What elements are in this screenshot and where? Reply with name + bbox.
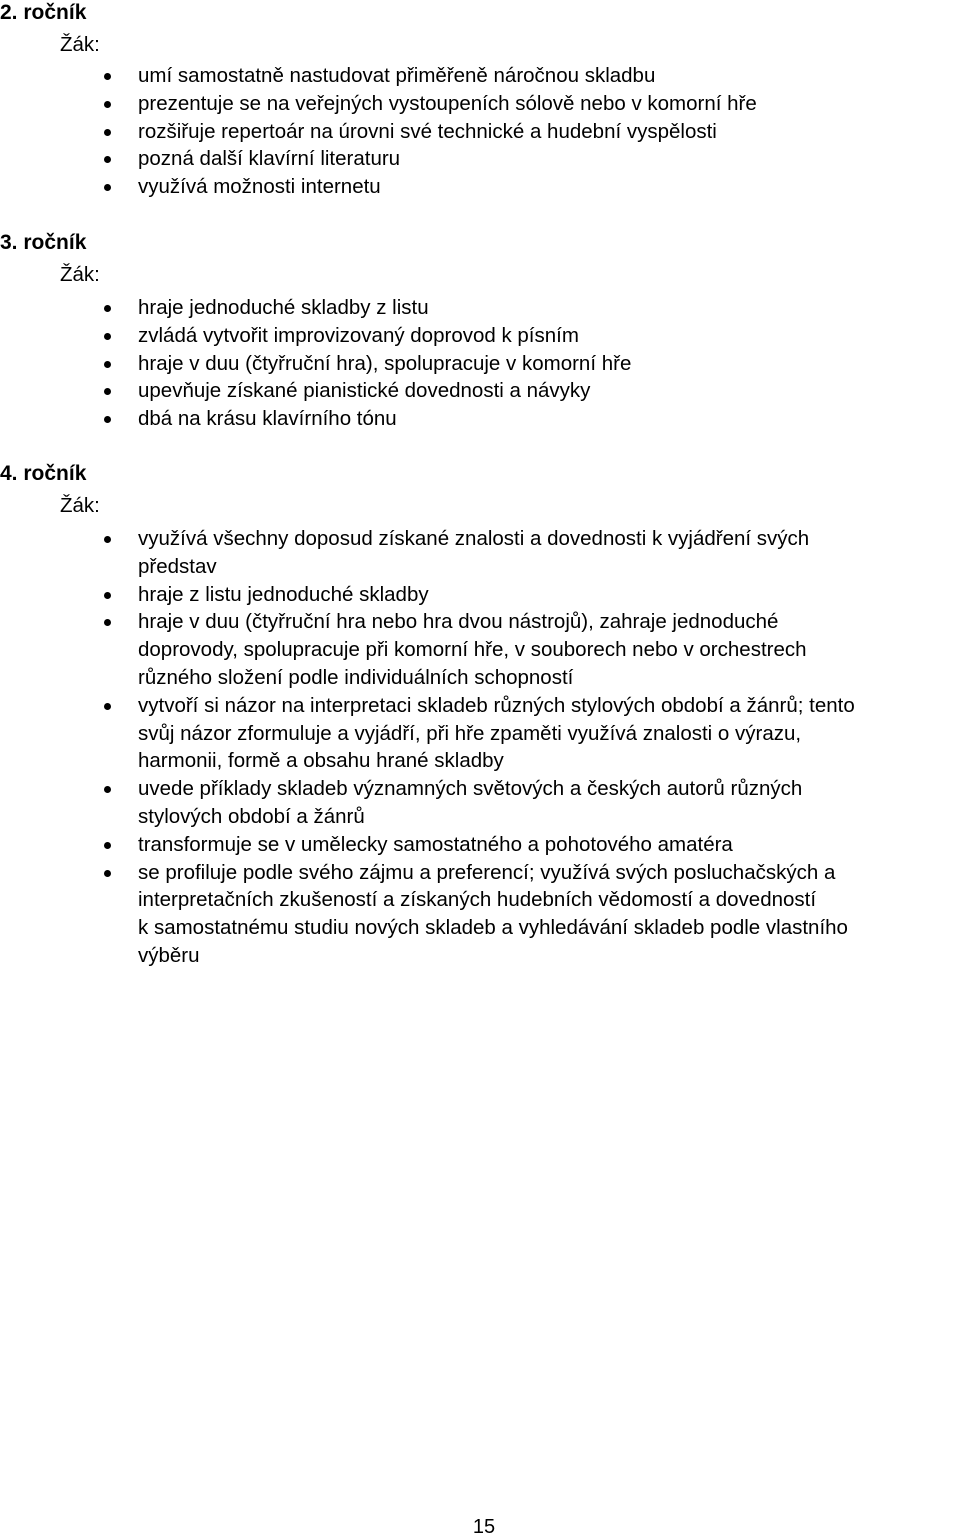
list-item (0, 294, 960, 322)
bullet-icon (104, 361, 111, 368)
bullet-icon (104, 129, 111, 136)
list-item (0, 118, 960, 146)
list-item (0, 831, 960, 859)
list-item (0, 90, 960, 118)
list-item-line: využívá všechny doposud získané znalosti a dovednosti k vyjádření svých (138, 527, 810, 550)
list-item-line: využívá možnosti internetu (138, 175, 381, 199)
list-item (0, 173, 960, 201)
bullet-icon (104, 842, 111, 849)
list-item-line: zvládá vytvořit improvizovaný doprovod k písním (138, 323, 579, 347)
list-item (0, 608, 960, 691)
list-item (0, 859, 960, 970)
list-item (0, 692, 960, 775)
list-item-line: hraje z listu jednoduché skladby (138, 582, 429, 606)
list-item-line: různého složení podle individuálních schopností (138, 665, 574, 689)
list-item-line: rozšiřuje repertoár na úrovni své technické a hudební vyspělosti (138, 119, 717, 143)
bullet-icon (104, 870, 111, 877)
list-item-line: uvede příklady skladeb významných světových a českých autorů různých (138, 777, 803, 801)
bullet-icon (104, 592, 111, 599)
bullet-icon (104, 388, 111, 395)
bullet-icon (104, 333, 111, 340)
bullet-icon (104, 156, 111, 163)
list-item-line: umí samostatně nastudovat přiměřeně náročnou skladbu (138, 64, 656, 87)
list-item-line: hraje v duu (čtyřruční hra nebo hra dvou nástrojů), zahraje jednoduché (138, 610, 779, 634)
bullet-icon (104, 184, 111, 191)
student-label: Žák: (60, 263, 100, 286)
list-item-line: výběru (138, 943, 200, 967)
bullet-icon (104, 101, 111, 108)
bullet-icon (104, 73, 111, 80)
list-item-line: vytvoří si názor na interpretaci skladeb různých stylových období a žánrů; tento (138, 693, 855, 717)
section-heading: 2. ročník (0, 1, 87, 24)
list-item-line: upevňuje získané pianistické dovednosti a návyky (138, 379, 591, 403)
list-item (0, 405, 960, 433)
page-number: 15 (472, 1516, 496, 1538)
student-label: Žák: (60, 33, 100, 56)
student-label: Žák: (60, 494, 100, 517)
list-item (0, 377, 960, 405)
list-item-line: svůj názor zformuluje a vyjádří, při hře zpaměti využívá znalosti o výrazu, (138, 721, 802, 745)
section-heading: 3. ročník (0, 231, 87, 254)
list-item-line: dbá na krásu klavírního tónu (138, 407, 397, 431)
bullet-icon (104, 536, 111, 543)
list-item-line: se profiluje podle svého zájmu a preferencí; využívá svých posluchačských a (138, 860, 836, 884)
list-item (0, 322, 960, 350)
list-item (0, 775, 960, 831)
list-item (0, 62, 960, 90)
outcome-list (0, 525, 960, 970)
bullet-icon (104, 786, 111, 793)
outcome-list (0, 62, 960, 201)
bullet-icon (104, 305, 111, 312)
section-heading: 4. ročník (0, 462, 87, 485)
list-item-line: pozná další klavírní literaturu (138, 147, 401, 171)
outcome-list (0, 294, 960, 433)
list-item-line: představ (138, 554, 217, 578)
list-item-line: hraje v duu (čtyřruční hra), spolupracuje v komorní hře (138, 351, 632, 375)
list-item-line: hraje jednoduché skladby z listu (138, 296, 429, 319)
list-item-line: prezentuje se na veřejných vystoupeních sólově nebo v komorní hře (138, 91, 757, 115)
list-item-line: k samostatnému studiu nových skladeb a vyhledávání skladeb podle vlastního (138, 916, 848, 940)
bullet-icon (104, 416, 111, 423)
bullet-icon (104, 703, 111, 710)
list-item-line: stylových období a žánrů (138, 804, 365, 828)
list-item-line: harmonii, formě a obsahu hrané skladby (138, 749, 504, 773)
list-item-line: interpretačních zkušeností a získaných hudebních vědomostí a dovedností (138, 888, 817, 912)
list-item (0, 350, 960, 378)
list-item-line: transformuje se v umělecky samostatného a pohotového amatéra (138, 832, 733, 856)
list-item (0, 581, 960, 609)
bullet-icon (104, 619, 111, 626)
list-item (0, 525, 960, 581)
list-item (0, 145, 960, 173)
list-item-line: doprovody, spolupracuje při komorní hře, v souborech nebo v orchestrech (138, 638, 807, 662)
